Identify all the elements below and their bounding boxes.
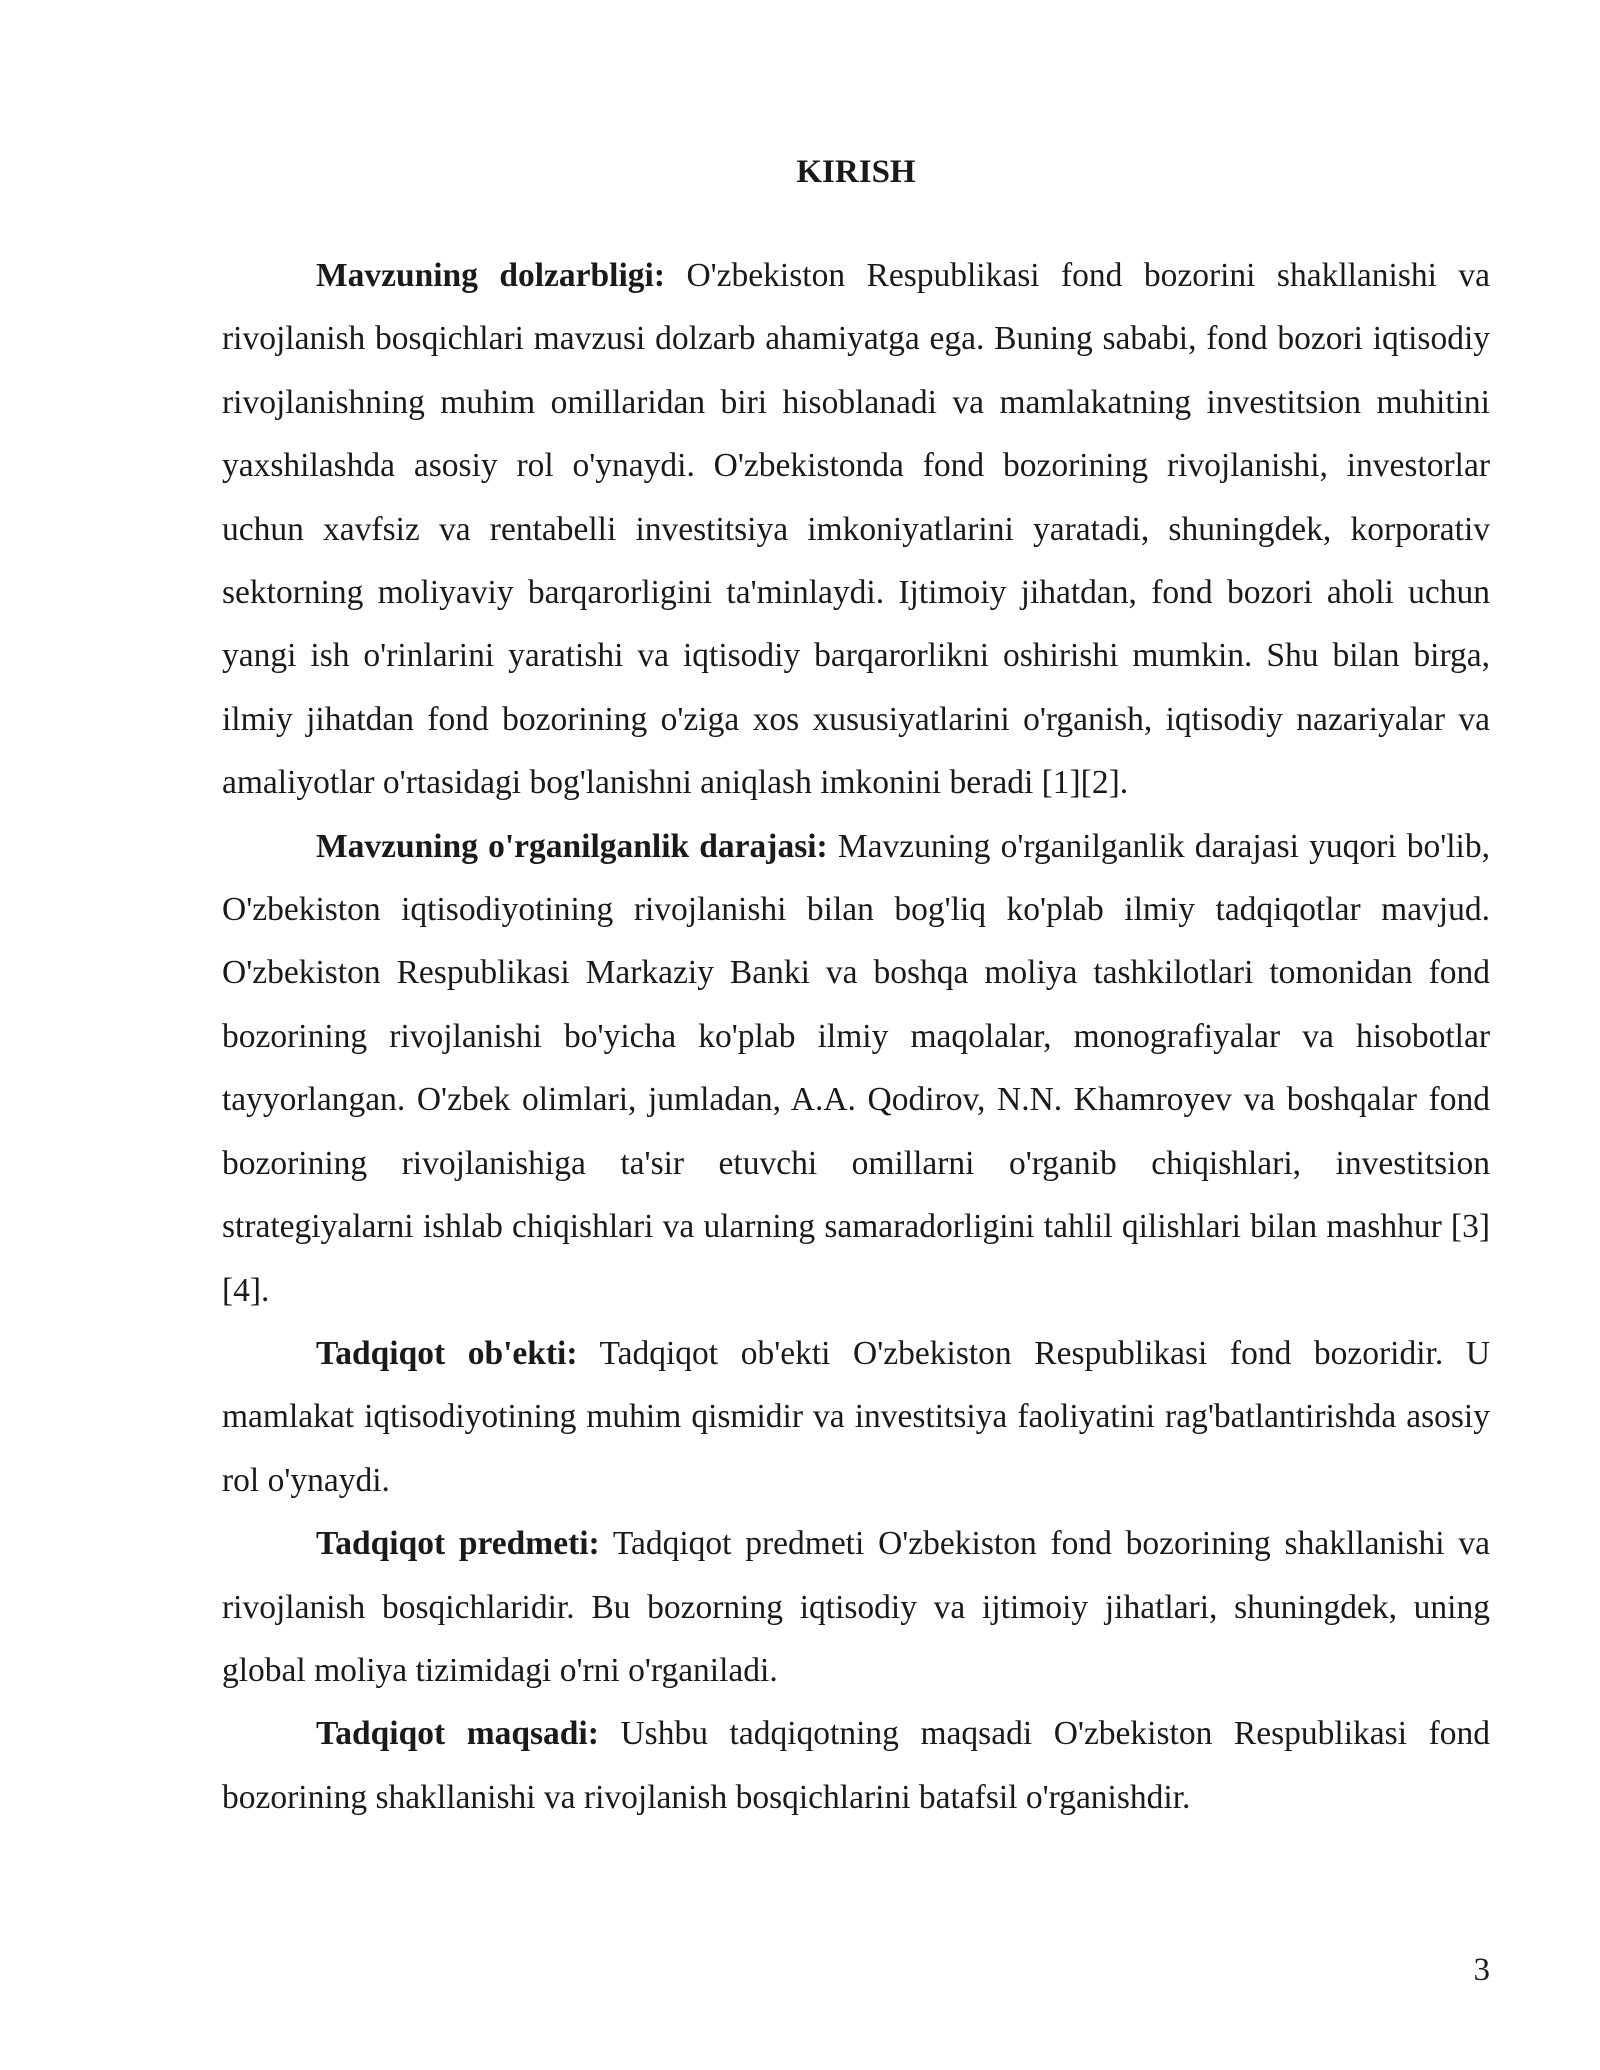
paragraph-lead: Mavzuning dolzarbligi: — [316, 257, 666, 294]
paragraph-lead: Tadqiqot predmeti: — [316, 1525, 600, 1563]
paragraph-lead: Tadqiqot ob'ekti: — [316, 1334, 578, 1372]
paragraph-lead: Tadqiqot maqsadi: — [316, 1715, 599, 1753]
paragraph-text: Mavzuning o'rganilganlik darajasi yuqori bo'lib, O'zbekiston iqtisodiyotining rivojlanishi bilan bog'liq ko'plab ilmiy tadqiqotlar mavjud. O'zbekiston Respublikasi Markaziy Banki va boshqa moliya tashkilotlari tomonidan fond bozorining rivojlanishi bo'yicha ko'plab ilmiy maqolalar, monografiyalar va hisobotlar tayyorlangan. O'zbek olimlari, jumladan, A.A. Qodirov, N.N. Khamroyev va boshqalar fond bozorining rivojlanishiga ta'sir etuvchi omillarni o'rganib chiqishlari, investitsion strategiyalarni ishlab chiqishlari va ularning samaradorligini tahlil qilishlari bilan mashhur [3][4]. — [222, 827, 1490, 1309]
page-number: 3 — [1473, 1952, 1490, 1988]
paragraph-research-goal — [222, 1702, 1490, 1829]
paragraph-text: Tadqiqot ob'ekti O'zbekiston Respublikasi fond bozoridir. U mamlakat iqtisodiyotining muhim qismidir va investitsiya faoliyatini rag'batlantirishda asosiy rol o'ynaydi. — [222, 1334, 1491, 1499]
paragraph-research-subject — [222, 1512, 1490, 1702]
paragraph-lead: Mavzuning o'rganilganlik darajasi: — [316, 827, 828, 865]
document-page — [222, 150, 1490, 1829]
paragraph-relevance — [222, 244, 1490, 815]
paragraph-text: Ushbu tadqiqotning maqsadi O'zbekiston Respublikasi fond bozorining shakllanishi va rivojlanish bosqichlarini batafsil o'rganishdir. — [222, 1715, 1490, 1816]
paragraph-text: Tadqiqot predmeti O'zbekiston fond bozorining shakllanishi va rivojlanish bosqichlaridir. Bu bozorning iqtisodiy va ijtimoiy jihatlari, shuningdek, uning global moliya tizimidagi o'rni o'rganiladi. — [222, 1525, 1490, 1689]
section-title: KIRISH — [796, 154, 916, 190]
paragraph-study-level — [222, 815, 1490, 1322]
paragraph-research-object — [222, 1322, 1490, 1512]
paragraph-text: O'zbekiston Respublikasi fond bozorini shakllanishi va rivojlanish bosqichlari mavzusi dolzarb ahamiyatga ega. Buning sababi, fond bozori iqtisodiy rivojlanishning muhim omillaridan biri hisoblanadi va mamlakatning investitsion muhitini yaxshilashda asosiy rol o'ynaydi. O'zbekistonda fond bozorining rivojlanishi, investorlar uchun xavfsiz va rentabelli investitsiya imkoniyatlarini yaratadi, shuningdek, korporativ sektorning moliyaviy barqarorligini ta'minlaydi. Ijtimoiy jihatdan, fond bozori aholi uchun yangi ish o'rinlarini yaratishi va iqtisodiy barqarorlikni oshirishi mumkin. Shu bilan birga, ilmiy jihatdan fond bozorining o'ziga xos xususiyatlarini o'rganish, iqtisodiy nazariyalar va amaliyotlar o'rtasidagi bog'lanishni aniqlash imkonini beradi [1][2]. — [222, 257, 1491, 802]
